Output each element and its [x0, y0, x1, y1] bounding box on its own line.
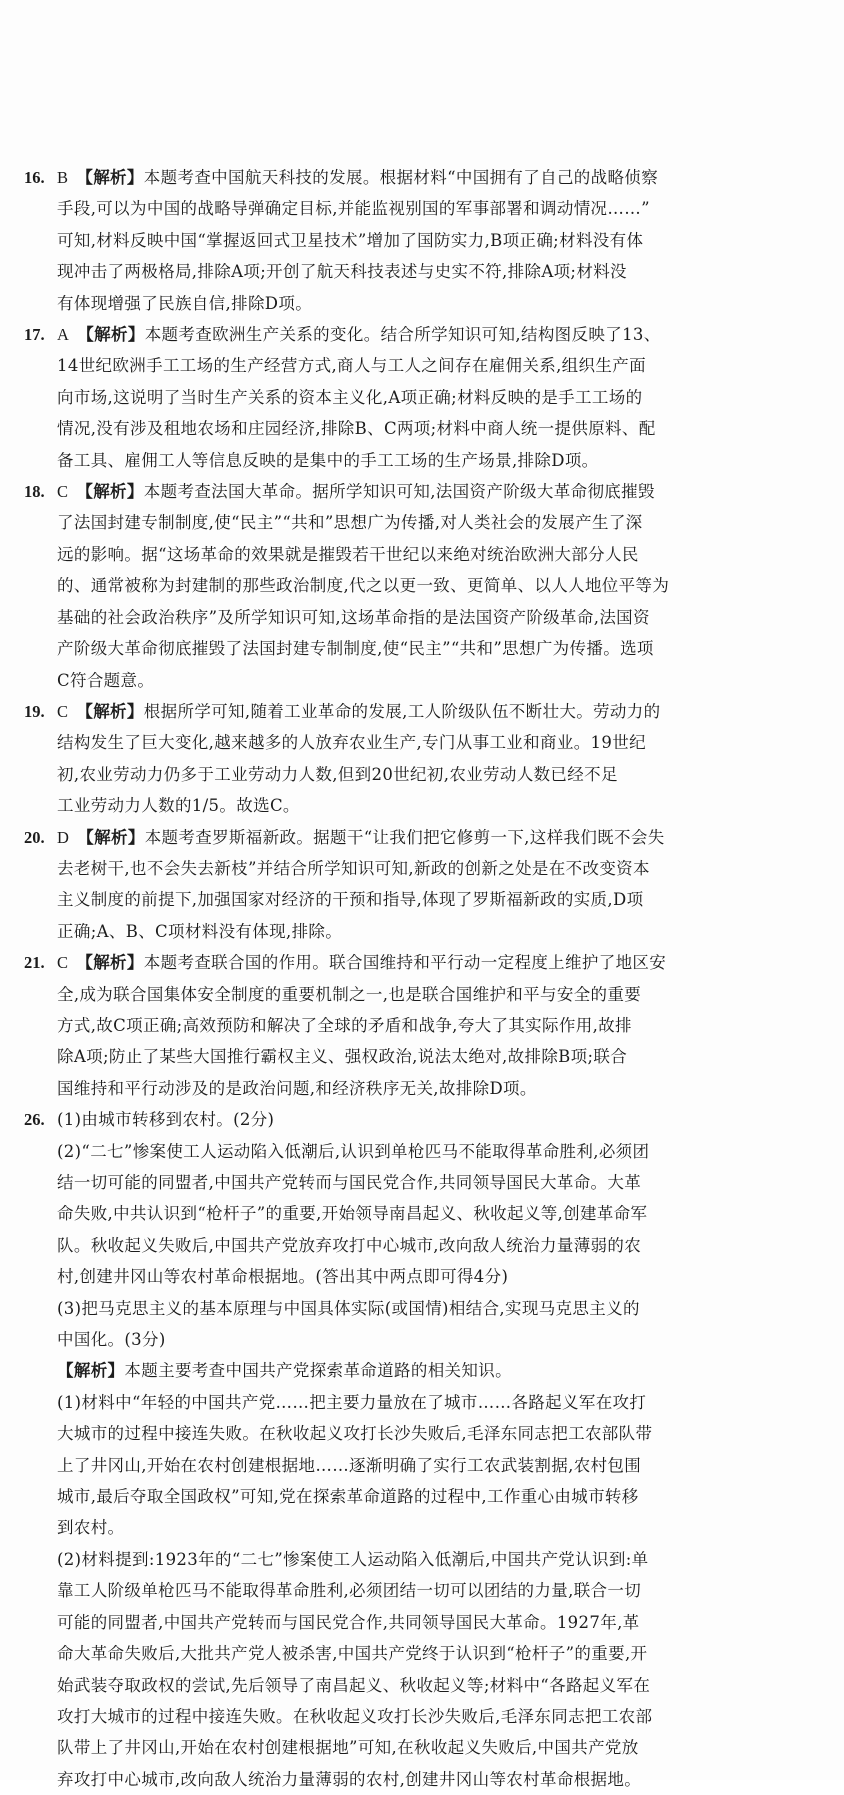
item-line: 国维持和平行动涉及的是政治问题,和经济秩序无关,故排除D项。	[57, 1078, 537, 1098]
analysis-line: 大城市的过程中接连失败。在秋收起义攻打长沙失败后,毛泽东同志把工农部队带	[57, 1424, 653, 1444]
answer-item-20	[24, 822, 758, 948]
answer-line: (1)由城市转移到农村。(2分)	[57, 1110, 275, 1130]
analysis-line: (1)材料中“年轻的中国共产党……把主要力量放在了城市……各路起义军在攻打	[57, 1392, 647, 1412]
item-line: 手段,可以为中国的战略导弹确定目标,并能监视别国的军事部署和调动情况……”	[57, 199, 650, 219]
item-answer: C	[57, 953, 69, 973]
analysis-intro: 本题主要考查中国共产党探索革命道路的相关知识。	[124, 1361, 512, 1381]
answer-item-19	[24, 696, 758, 822]
item-number: 19.	[24, 701, 45, 721]
item-line: 有体现增强了民族自信,排除D项。	[57, 293, 313, 313]
answer-item-17	[24, 319, 758, 476]
item-number: 26.	[24, 1110, 45, 1130]
item-line: 本题考查联合国的作用。联合国维持和平行动一定程度上维护了地区安	[143, 953, 667, 973]
answer-line: (3)把马克思主义的基本原理与中国具体实际(或国情)相结合,实现马克思主义的	[57, 1298, 640, 1318]
item-line: 主义制度的前提下,加强国家对经济的干预和指导,体现了罗斯福新政的实质,D项	[57, 890, 644, 910]
item-line: 可知,材料反映中国“掌握返回式卫星技术”增加了国防实力,B项正确;材料没有体	[57, 230, 644, 250]
item-line: 本题考查罗斯福新政。据题干“让我们把它修剪一下,这样我们既不会失	[144, 827, 665, 847]
analysis-tag: 【解析】	[57, 1361, 125, 1381]
item-answer: C	[57, 482, 69, 502]
analysis-line: 城市,最后夺取全国政权”可知,党在探索革命道路的过程中,工作重心由城市转移	[57, 1487, 639, 1507]
item-answer: D	[57, 827, 70, 847]
analysis-line: 弃攻打中心城市,改向敌人统治力量薄弱的农村,创建井冈山等农村革命根据地。	[57, 1769, 642, 1789]
analysis-tag: 【解析】	[76, 701, 144, 721]
analysis-line: 靠工人阶级单枪匹马不能取得革命胜利,必须团结一切可以团结的力量,联合一切	[57, 1581, 642, 1601]
analysis-line: 始武装夺取政权的尝试,先后领导了南昌起义、秋收起义等;材料中“各路起义军在	[57, 1675, 651, 1695]
analysis-line: 队带上了井冈山,开始在农村创建根据地”可知,在秋收起义失败后,中国共产党放	[57, 1738, 639, 1758]
item-line: 产阶级大革命彻底摧毁了法国封建专制制度,使“民主”“共和”思想广为传播。选项	[57, 639, 654, 659]
item-line: 除A项;防止了某些大国推行霸权主义、强权政治,说法太绝对,故排除B项;联合	[57, 1047, 628, 1067]
item-number: 18.	[24, 482, 45, 502]
item-line: 14世纪欧洲手工工场的生产经营方式,商人与工人之间存在雇佣关系,组织生产面	[57, 356, 646, 376]
analysis-tag: 【解析】	[76, 482, 144, 502]
item-line: 初,农业劳动力仍多于工业劳动力人数,但到20世纪初,农业劳动人数已经不足	[57, 764, 618, 784]
item-answer: C	[57, 701, 69, 721]
answer-item-21	[24, 947, 758, 1104]
answer-line: 村,创建井冈山等农村革命根据地。(答出其中两点即可得4分)	[57, 1267, 509, 1287]
item-line: 正确;A、B、C项材料没有体现,排除。	[57, 921, 343, 941]
item-line: 基础的社会政治秩序”及所学知识可知,这场革命指的是法国资产阶级革命,法国资	[57, 607, 650, 627]
answer-line: 结一切可能的同盟者,中国共产党转而与国民党合作,共同领导国民大革命。大革	[57, 1173, 642, 1192]
item-line: 了法国封建专制制度,使“民主”“共和”思想广为传播,对人类社会的发展产生了深	[57, 513, 643, 533]
answer-line: 命失败,中共认识到“枪杆子”的重要,开始领导南昌起义、秋收起义等,创建革命军	[57, 1204, 648, 1224]
analysis-line: 命大革命失败后,大批共产党人被杀害,中国共产党终于认识到“枪杆子”的重要,开	[57, 1644, 648, 1664]
item-line: 根据所学可知,随着工业革命的发展,工人阶级队伍不断壮大。劳动力的	[143, 701, 661, 721]
item-line: 向市场,这说明了当时生产关系的资本主义化,A项正确;材料反映的是手工工场的	[57, 387, 643, 407]
item-line: C符合题意。	[57, 670, 155, 690]
item-line: 情况,没有涉及租地农场和庄园经济,排除B、C两项;材料中商人统一提供原料、配	[57, 419, 656, 439]
answer-item-18	[24, 476, 758, 696]
analysis-line: (2)材料提到:1923年的“二七”惨案使工人运动陷入低潮后,中国共产党认识到:单	[57, 1549, 649, 1569]
item-number: 21.	[24, 953, 45, 973]
item-line: 方式,故C项正确;高效预防和解决了全球的矛盾和战争,夸大了其实际作用,故排	[57, 1015, 632, 1035]
answer-item-26	[24, 1104, 758, 1795]
item-line: 全,成为联合国集体安全制度的重要机制之一,也是联合国维护和平与安全的重要	[57, 984, 642, 1004]
analysis-tag: 【解析】	[76, 953, 144, 973]
item-line: 去老树干,也不会失去新枝”并结合所学知识可知,新政的创新之处是在不改变资本	[57, 858, 650, 878]
item-number: 17.	[24, 325, 45, 345]
answer-item-16	[24, 162, 758, 319]
analysis-line: 可能的同盟者,中国共产党转而与国民党合作,共同领导国民大革命。1927年,革	[57, 1612, 640, 1632]
item-line: 备工具、雇佣工人等信息反映的是集中的手工工场的生产场景,排除D项。	[57, 450, 599, 470]
answer-line: (2)“二七”惨案使工人运动陷入低潮后,认识到单枪匹马不能取得革命胜利,必须团	[57, 1141, 650, 1161]
analysis-tag: 【解析】	[77, 325, 145, 345]
item-number: 16.	[24, 168, 45, 187]
item-line: 本题考查欧洲生产关系的变化。结合所学知识可知,结构图反映了13、	[144, 325, 661, 345]
item-number: 20.	[24, 827, 45, 847]
analysis-line: 到农村。	[57, 1518, 125, 1538]
answer-line: 队。秋收起义失败后,中国共产党放弃攻打中心城市,改向敌人统治力量薄弱的农	[57, 1235, 642, 1255]
analysis-line: 攻打大城市的过程中接连失败。在秋收起义攻打长沙失败后,毛泽东同志把工农部	[57, 1706, 653, 1726]
item-line: 远的影响。据“这场革命的效果就是摧毁若干世纪以来绝对统治欧洲大部分人民	[57, 544, 639, 564]
analysis-tag: 【解析】	[77, 827, 145, 847]
analysis-tag: 【解析】	[76, 168, 144, 187]
answer-line: 中国化。(3分)	[57, 1330, 166, 1350]
item-line: 结构发生了巨大变化,越来越多的人放弃农业生产,专门从事工业和商业。19世纪	[57, 733, 646, 753]
item-line: 本题考查法国大革命。据所学知识可知,法国资产阶级大革命彻底摧毁	[143, 482, 655, 502]
item-line: 本题考查中国航天科技的发展。根据材料“中国拥有了自己的战略侦察	[143, 168, 659, 187]
item-answer: B	[57, 168, 69, 187]
analysis-line: 上了井冈山,开始在农村创建根据地……逐渐明确了实行工农武装割据,农村包围	[57, 1455, 642, 1475]
item-answer: A	[57, 325, 70, 345]
item-line: 工业劳动力人数的1/5。故选C。	[57, 796, 300, 816]
item-line: 的、通常被称为封建制的那些政治制度,代之以更一致、更简单、以人人地位平等为	[57, 576, 670, 596]
item-line: 现冲击了两极格局,排除A项;开创了航天科技表述与史实不符,排除A项;材料没	[57, 262, 627, 282]
